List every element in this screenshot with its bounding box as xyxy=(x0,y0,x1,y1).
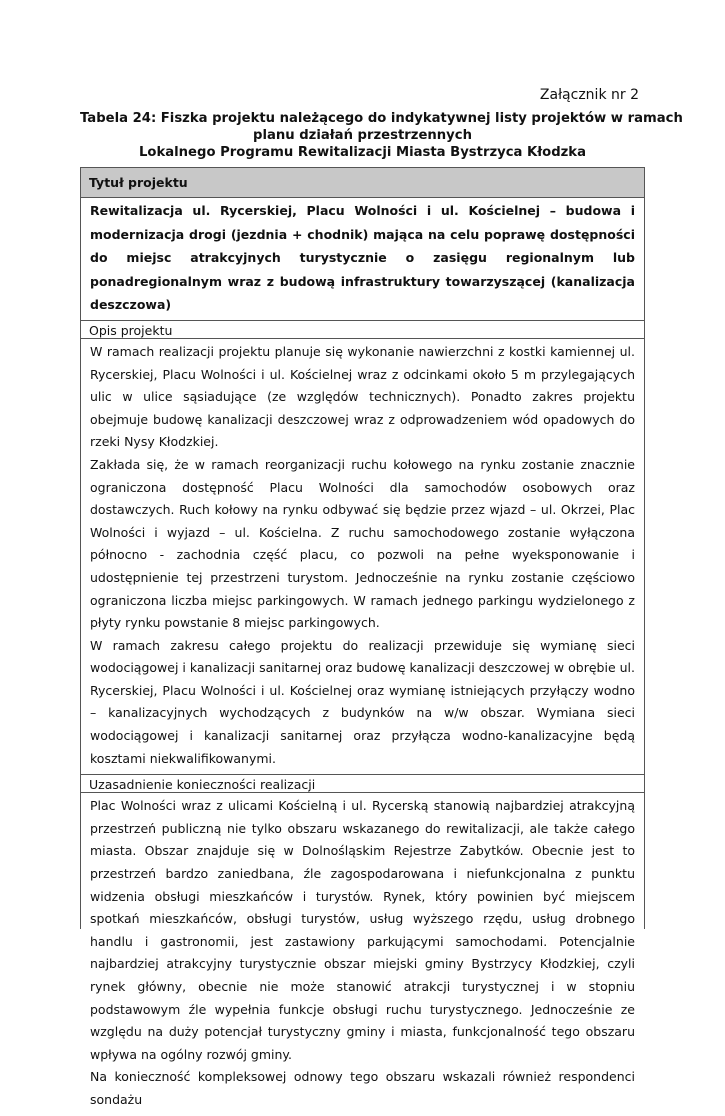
project-card xyxy=(80,167,645,1107)
justification-body xyxy=(81,793,644,1115)
justification-paragraph: Plac Wolności wraz z ulicami Kościelną i ul. Rycerską stanowią najbardziej atrakcyjną przestrzeń publiczną nie tylko obszaru wskazanego do rewitalizacji, ale także całego miasta. Obszar znajduje się w Dolnośląskim Rejestrze Zabytków. Obecnie jest to przestrzeń bardzo zaniedbana, źle zagospodarowana i niefunkcjonalna z punktu widzenia obsługi mieszkańców i turystów. Rynek, który powinien być miejscem spotkań mieszkańców, obsługi turystów, usług wyższego rzędu, usług drobnego handlu i gastronomii, jest zastawiony parkującymi samochodami. Potencjalnie najbardziej atrakcyjny turystycznie obszar miejski gminy Bystrzycy Kłodzkiej, czyli rynek główny, obecnie nie może stanowić atrakcji turystycznej i w stopniu podstawowym źle wypełnia funkcje obsługi ruchu turystycznego. Jednocześnie ze względu na duży potencjał turystyczny gminy i miasta, funkcjonalność tego obszaru wpływa na ogólny rozwój gminy. xyxy=(90,798,635,1062)
description-paragraph: Zakłada się, że w ramach reorganizacji ruchu kołowego na rynku zostanie znacznie ograniczona dostępność Placu Wolności dla samochodów osobowych oraz dostawczych. Ruch kołowy na rynku odbywać się będzie przez wjazd – ul. Okrzei, Plac Wolności i wyjazd – ul. Kościelna. Z ruchu samochodowego zostanie wyłączona północno - zachodnia część placu, co pozwoli na pełne wyeksponowanie i udostępnienie tej przestrzeni turystom. Jednocześnie na rynku zostanie częściowo ograniczona liczba miejsc parkingowych. W ramach jednego parkingu wydzielonego z płyty rynku powstanie 8 miejsc parkingowych. xyxy=(90,456,635,631)
project-title-label: Tytuł projektu xyxy=(81,168,644,198)
description-paragraph: W ramach realizacji projektu planuje się wykonanie nawierzchni z kostki kamiennej ul. Rycerskiej, Placu Wolności i ul. Kościelnej wraz z odcinkami około 5 m przylegających ulic w ulice sąsiadujące (ze względów technicznych). Ponadto zakres projektu obejmuje budowę kanalizacji deszczowej wraz z odprowadzeniem wód opadowych do rzeki Nysy Kłodzkiej. xyxy=(90,343,635,450)
description-label: Opis projektu xyxy=(81,320,644,339)
justification-label: Uzasadnienie konieczności realizacji xyxy=(81,774,644,793)
description-paragraph: W ramach zakresu całego projektu do realizacji przewiduje się wymianę sieci wodociągowej i kanalizacji sanitarnej oraz budowę kanalizacji deszczowej w obrębie ul. Rycerskiej, Placu Wolności i ul. Kościelnej oraz wymianę istniejących przyłączy wodno – kanalizacyjnych wychodzących z budynków na w/w obszar. Wymiana sieci wodociągowej i kanalizacji sanitarnej oraz przyłącza wodno-kanalizacyjne będą kosztami niekwalifikowanymi. xyxy=(90,637,635,766)
project-title-text: Rewitalizacja ul. Rycerskiej, Placu Wolności i ul. Kościelnej – budowa i modernizacja drogi (jezdnia + chodnik) mająca na celu poprawę dostępności do miejsc atrakcyjnych turystycznie o zasięgu regionalnym lub ponadregionalnym wraz z budową infrastruktury towarzyszącej (kanalizacja deszczowa) xyxy=(90,203,635,313)
title-line-1: Tabela 24: Fiszka projektu należącego do indykatywnej listy projektów w ramach xyxy=(80,111,683,126)
title-line-3: Lokalnego Programu Rewitalizacji Miasta Bystrzyca Kłodzka xyxy=(139,145,586,160)
title-line-2: planu działań przestrzennych xyxy=(253,128,472,143)
justification-paragraph: Na konieczność kompleksowej odnowy tego obszaru wskazali również respondenci sondażu xyxy=(90,1069,635,1107)
table-title xyxy=(80,110,683,161)
description-body xyxy=(81,339,644,774)
attachment-label: Załącznik nr 2 xyxy=(539,87,639,103)
